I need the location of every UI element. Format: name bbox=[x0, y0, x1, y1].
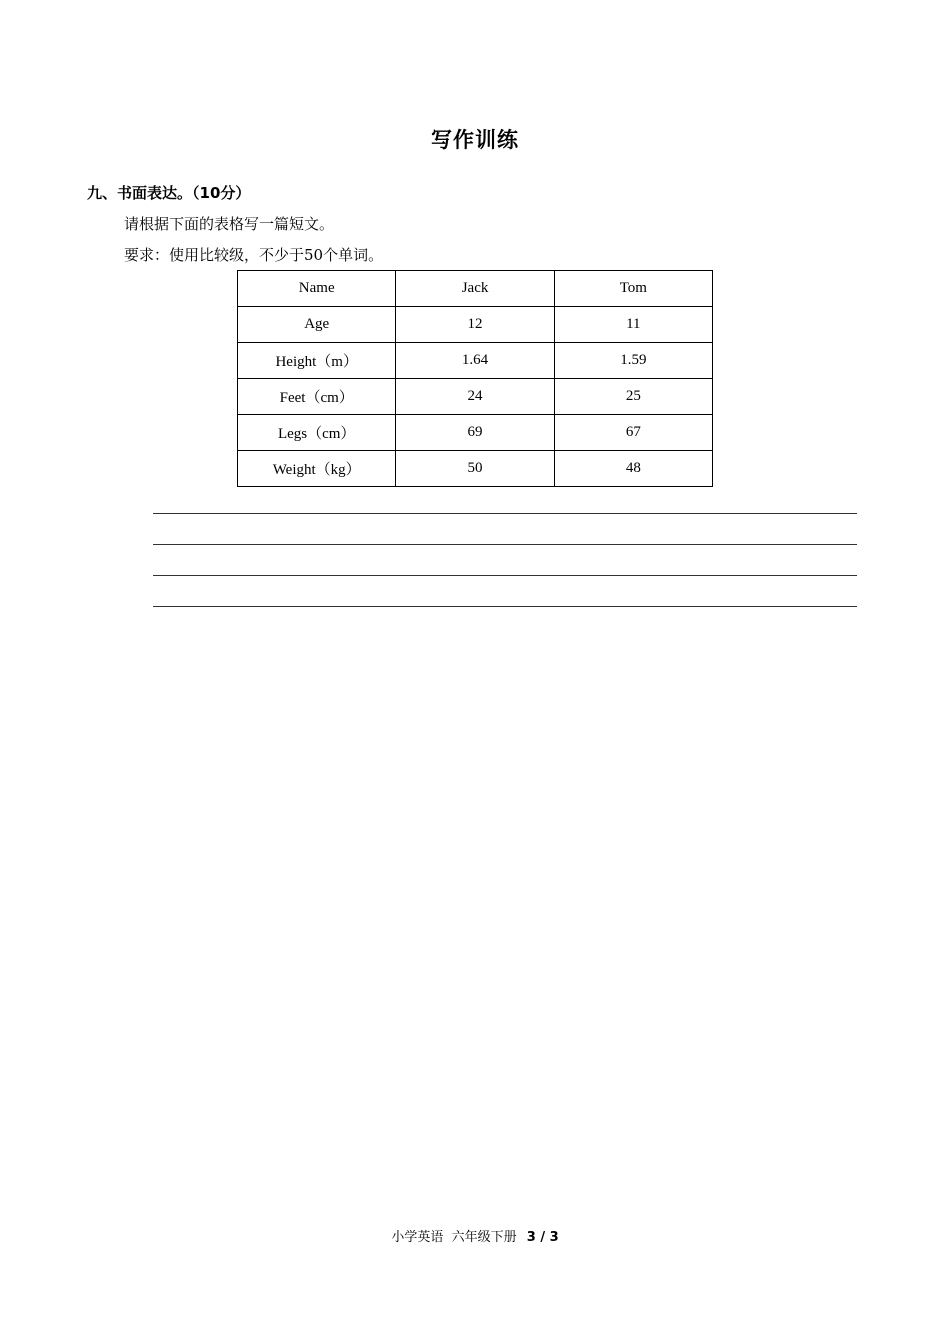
table-row bbox=[238, 415, 713, 451]
table-cell: 1.59 bbox=[554, 343, 712, 379]
footer-subject: 小学英语 六年级下册 bbox=[391, 1230, 517, 1245]
comparison-table bbox=[237, 270, 713, 487]
table-row bbox=[238, 451, 713, 487]
table-cell: 67 bbox=[554, 415, 712, 451]
table-row bbox=[238, 343, 713, 379]
table-cell: 12 bbox=[396, 307, 554, 343]
table-cell: 25 bbox=[554, 379, 712, 415]
table-cell: 48 bbox=[554, 451, 712, 487]
table-header-cell: Name bbox=[238, 271, 396, 307]
writing-line bbox=[153, 513, 857, 514]
table-cell: Height（m） bbox=[238, 343, 396, 379]
table-cell: Feet（cm） bbox=[238, 379, 396, 415]
writing-line bbox=[153, 544, 857, 545]
table-cell: 24 bbox=[396, 379, 554, 415]
table-header-cell: Tom bbox=[554, 271, 712, 307]
table-cell: 69 bbox=[396, 415, 554, 451]
requirement-text: 要求：使用比较级，不少于50个单词。 bbox=[124, 246, 384, 264]
page-footer bbox=[0, 1226, 950, 1245]
table-cell: Legs（cm） bbox=[238, 415, 396, 451]
writing-line bbox=[153, 606, 857, 607]
writing-line bbox=[153, 575, 857, 576]
table-header-row bbox=[238, 271, 713, 307]
table-cell: Weight（kg） bbox=[238, 451, 396, 487]
table-row bbox=[238, 307, 713, 343]
table-header-cell: Jack bbox=[396, 271, 554, 307]
table-cell: Age bbox=[238, 307, 396, 343]
section-heading: 九、书面表达。（10分） bbox=[87, 184, 251, 202]
page-number: 3 / 3 bbox=[526, 1230, 559, 1245]
table-cell: 1.64 bbox=[396, 343, 554, 379]
table-cell: 11 bbox=[554, 307, 712, 343]
page-title: 写作训练 bbox=[431, 128, 519, 152]
instruction-text: 请根据下面的表格写一篇短文。 bbox=[124, 215, 335, 233]
table-row bbox=[238, 379, 713, 415]
table-cell: 50 bbox=[396, 451, 554, 487]
